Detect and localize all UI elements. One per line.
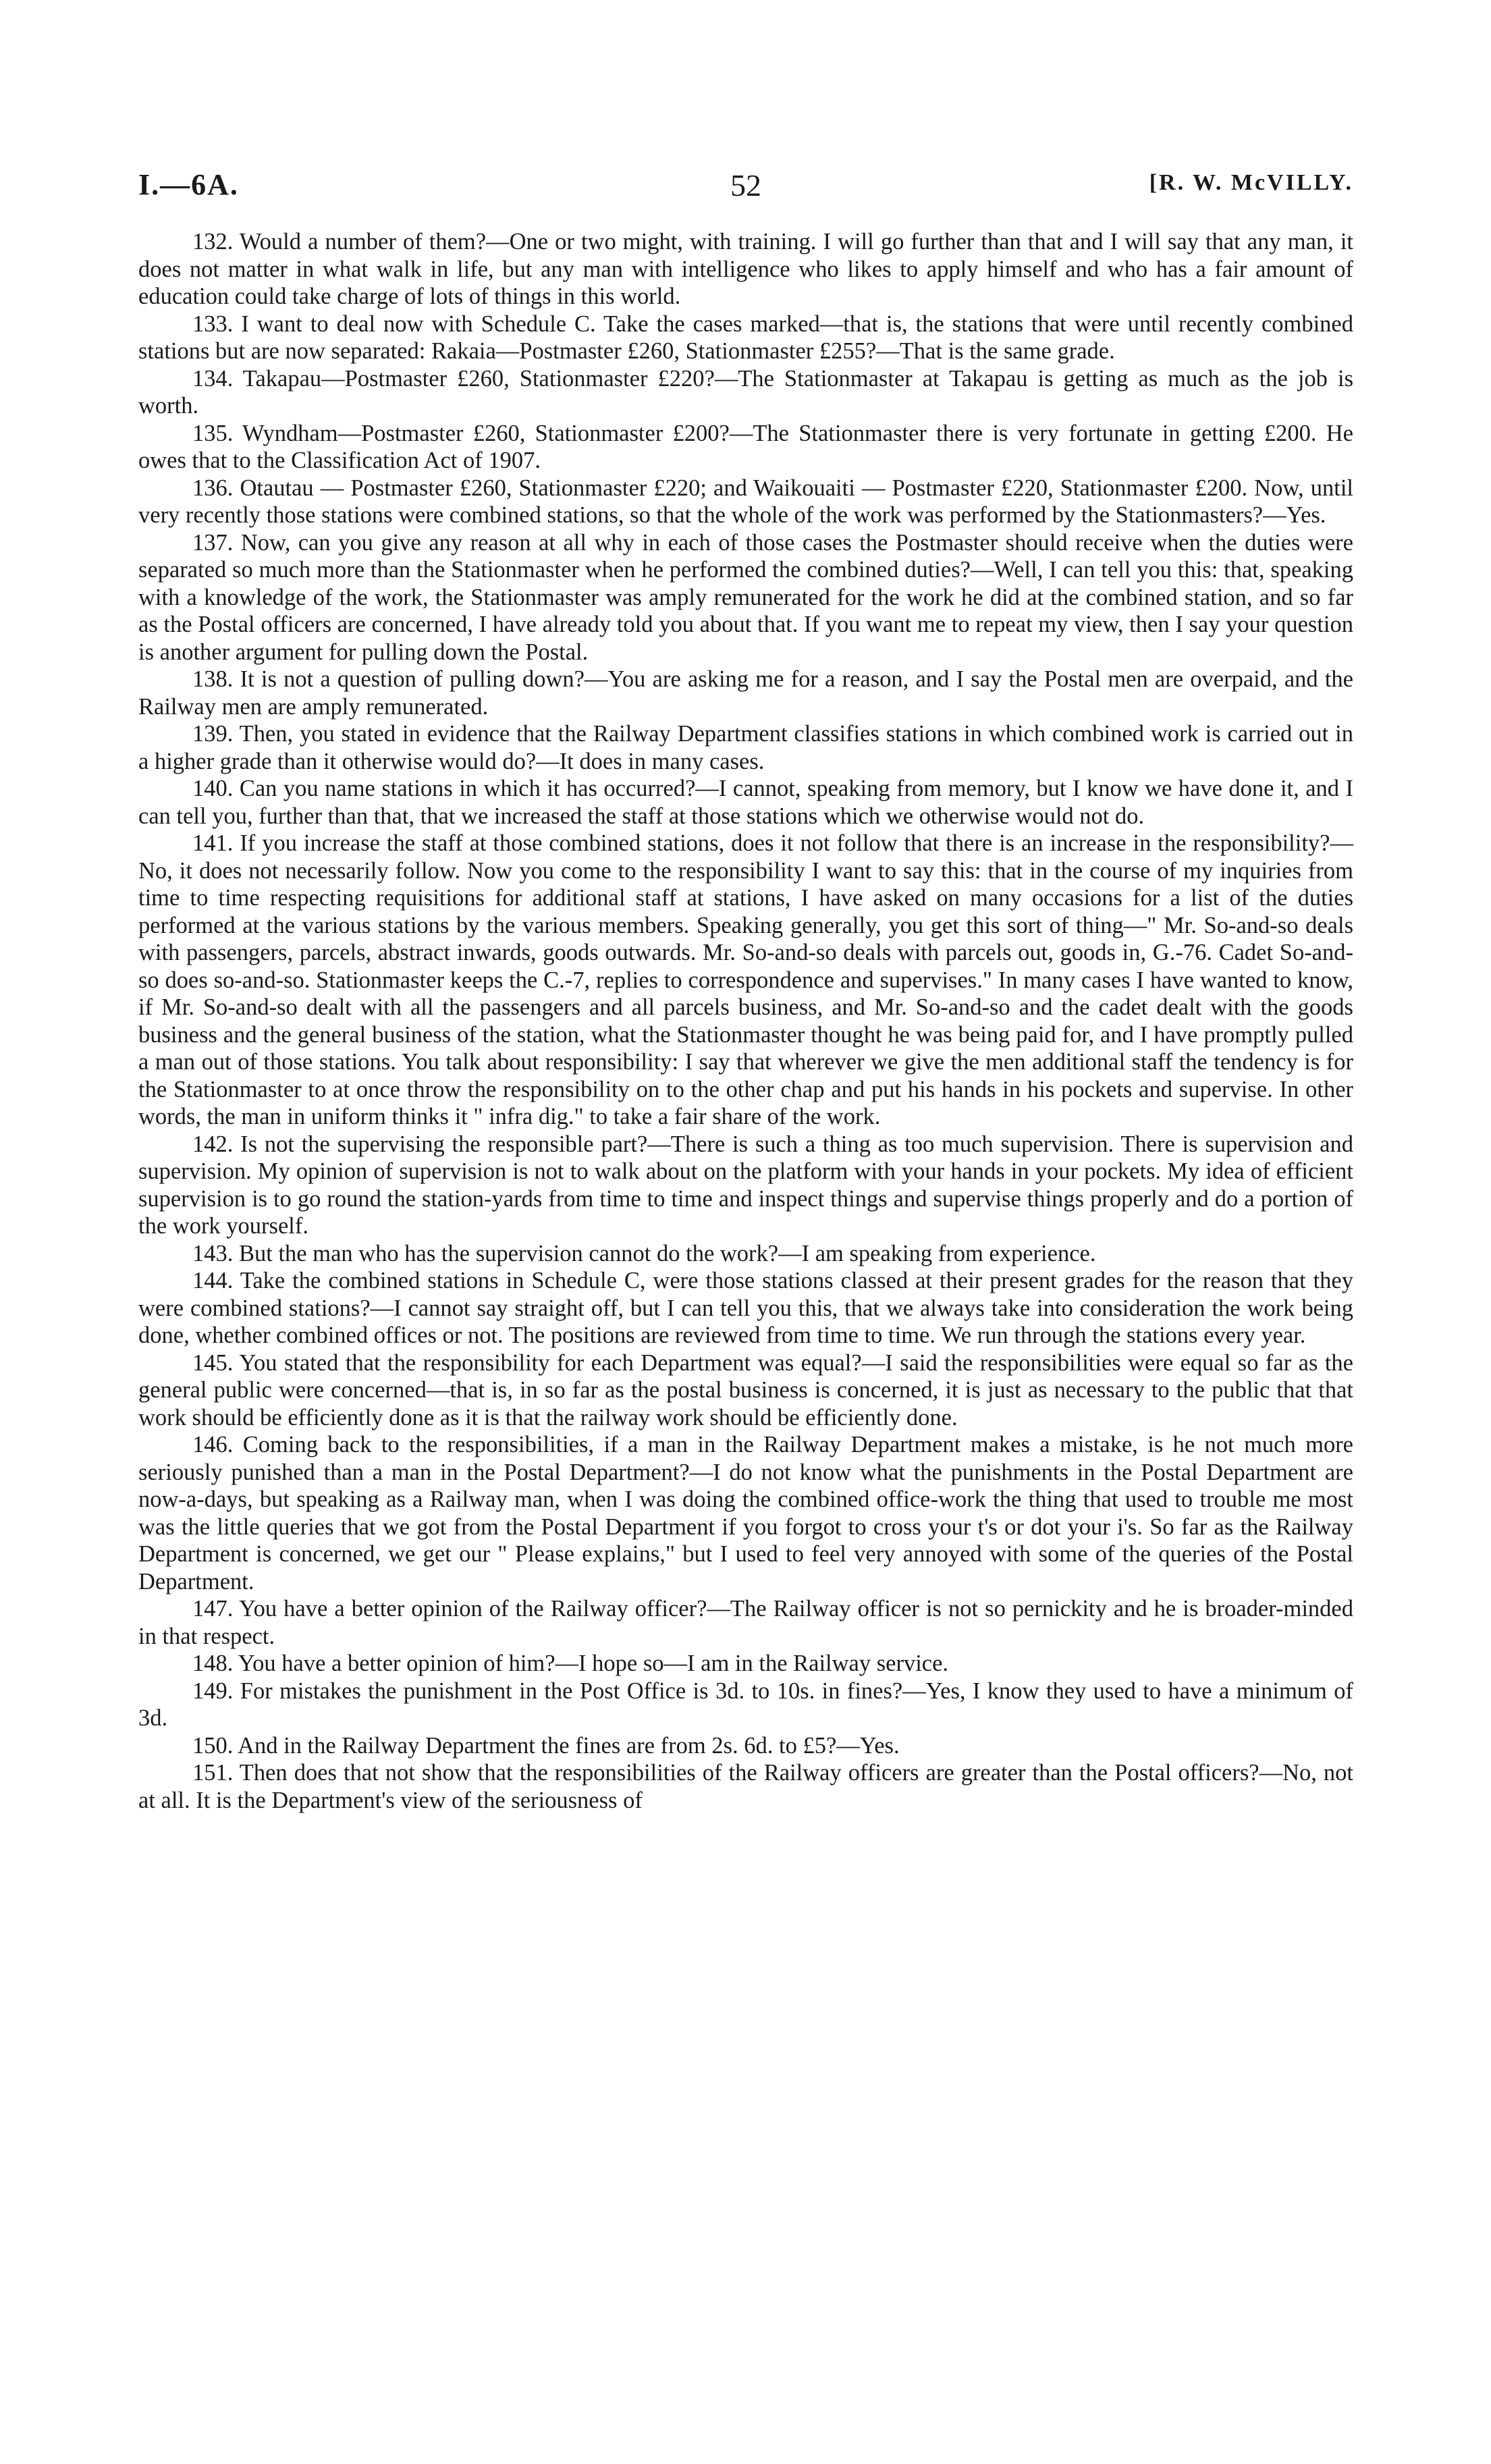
question-146: 146. Coming back to the responsibilities, if a man in the Railway Department makes a mistake, is he not much more seriously punished than a man in the Postal Department?—I do not know what the punishments in the Postal Department are now-a-days, but speaking as a Railway man, when I was doing the combined office-work the thing that used to trouble me most was the little queries that we got from the Postal Department if you forgot to cross your t's or dot your i's. So far as the Railway Department is concerned, we get our " Please explains," but I used to feel very annoyed with some of the queries of the Postal Department.	[138, 1432, 1353, 1595]
question-140: 140. Can you name stations in which it has occurred?—I cannot, speaking from memory, but I know we have done it, and I can tell you, further than that, that we increased the staff at those stations which we otherwise would not do.	[138, 776, 1353, 829]
question-148: 148. You have a better opinion of him?—I hope so—I am in the Railway service.	[192, 1651, 949, 1676]
question-150: 150. And in the Railway Department the fines are from 2s. 6d. to £5?—Yes.	[192, 1732, 900, 1759]
question-137: 137. Now, can you give any reason at all why in each of those cases the Postmaster should receive when the duties were separated so much more than the Stationmaster when he performed the combined duties?—Well, I can tell you this: that, speaking with a knowledge of the work, the Stationmaster was amply remunerated for the work he did at the combined station, and so far as the Postal officers are concerned, I have already told you about that. If you want me to repeat my view, then I say your question is another argument for pulling down the Postal.	[138, 529, 1353, 665]
question-151: 151. Then does that not show that the responsibilities of the Railway officers are greater than the Postal officers?—No, not at all. It is the Department's view of the seriousness of	[138, 1760, 1353, 1813]
question-142: 142. Is not the supervising the responsible part?—There is such a thing as too much supervision. There is supervision and supervision. My opinion of supervision is not to walk about on the platform with your hands in your pockets. My idea of efficient supervision is to go round the station-yards from time to time and inspect things and supervise things properly and do a portion of the work yourself.	[138, 1131, 1353, 1239]
witness-name: [R. W. McVILLY.	[1149, 170, 1353, 195]
question-145: 145. You stated that the responsibility for each Department was equal?—I said the responsibilities were equal so far as the general public were concerned—that is, in so far as the postal business is concerned, it is just as necessary to the public that that work should be efficiently done as it is that the railway work should be efficiently done.	[138, 1349, 1353, 1430]
question-144: 144. Take the combined stations in Schedule C, were those stations classed at their present grades for the reason that they were combined stations?—I cannot say straight off, but I can tell you this, that we always take into consideration the work being done, whether combined offices or not. The positions are reviewed from time to time. We run through the stations every year.	[138, 1268, 1353, 1348]
testimony-body	[138, 228, 1353, 1814]
question-147: 147. You have a better opinion of the Railway officer?—The Railway officer is not so pernickity and he is broader-minded in that respect.	[138, 1596, 1353, 1649]
document-reference: I.—6A.	[138, 168, 239, 201]
question-133: 133. I want to deal now with Schedule C. Take the cases marked—that is, the stations that were until recently combined stations but are now separated: Rakaia—Postmaster £260, Stationmaster £255?—That is the same grade.	[138, 311, 1353, 364]
question-149: 149. For mistakes the punishment in the Post Office is 3d. to 10s. in fines?—Yes, I know they used to have a minimum of 3d.	[138, 1678, 1353, 1731]
question-139: 139. Then, you stated in evidence that the Railway Department classifies stations in which combined work is carried out in a higher grade than it otherwise would do?—It does in many cases.	[138, 721, 1353, 774]
question-135: 135. Wyndham—Postmaster £260, Stationmaster £200?—The Stationmaster there is very fortunate in getting £200. He owes that to the Classification Act of 1907.	[138, 420, 1353, 473]
question-136: 136. Otautau — Postmaster £260, Stationmaster £220; and Waikouaiti — Postmaster £220, Stationmaster £200. Now, until very recently those stations were combined stations, so that the whole of the work was performed by the Stationmasters?—Yes.	[138, 475, 1353, 528]
page-header	[138, 167, 1353, 208]
question-132: 132. Would a number of them?—One or two might, with training. I will go further than that and I will say that any man, it does not matter in what walk in life, but any man with intelligence who likes to apply himself and who has a fair amount of education could take charge of lots of things in this world.	[138, 229, 1353, 309]
question-143: 143. But the man who has the supervision cannot do the work?—I am speaking from experience.	[192, 1240, 1096, 1266]
page-number: 52	[730, 168, 761, 203]
question-134: 134. Takapau—Postmaster £260, Stationmaster £220?—The Stationmaster at Takapau is getting as much as the job is worth.	[138, 365, 1353, 419]
question-141: 141. If you increase the staff at those combined stations, does it not follow that there is an increase in the responsibility?—No, it does not necessarily follow. Now you come to the responsibility I want to say this: that in the course of my inquiries from time to time respecting requisitions for additional staff at stations, I have asked on many occasions for a list of the duties performed at the various stations by the various members. Speaking generally, you get this sort of thing—" Mr. So-and-so deals with passengers, parcels, abstract inwards, goods outwards. Mr. So-and-so deals with parcels out, goods in, G.-76. Cadet So-and-so does so-and-so. Stationmaster keeps the C.-7, replies to correspondence and supervises." In many cases I have wanted to know, if Mr. So-and-so dealt with all the passengers and all parcels business, and Mr. So-and-so and the cadet dealt with the goods business and the general business of the station, what the Stationmaster thought he was being paid for, and I have promptly pulled a man out of those stations. You talk about responsibility: I say that wherever we give the men additional staff the tendency is for the Stationmaster to at once throw the responsibility on to the other chap and put his hands in his pockets and supervise. In other words, the man in uniform thinks it " infra dig." to take a fair share of the work.	[138, 830, 1353, 1129]
question-138: 138. It is not a question of pulling down?—You are asking me for a reason, and I say the Postal men are overpaid, and the Railway men are amply remunerated.	[138, 666, 1353, 720]
